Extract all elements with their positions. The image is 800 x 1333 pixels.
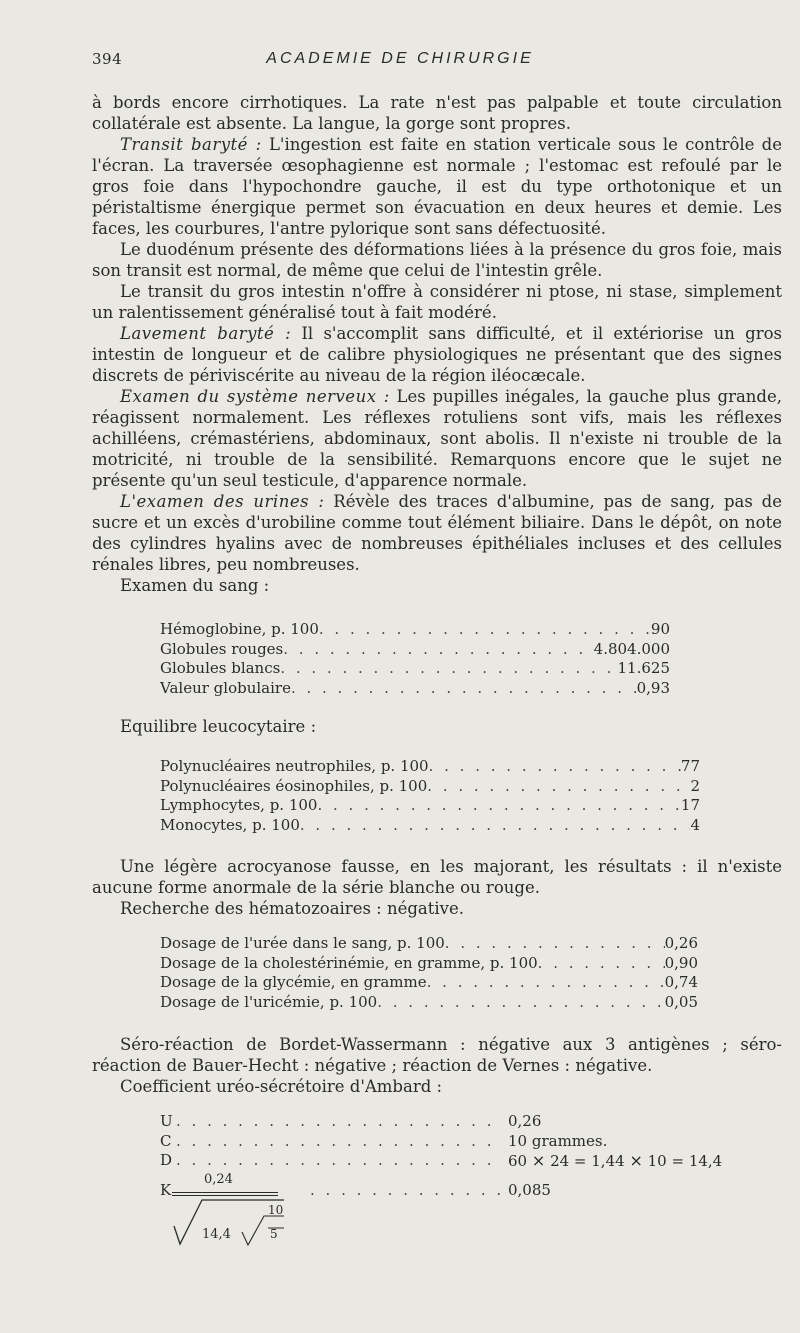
- section-label: Lavement baryté :: [120, 324, 292, 343]
- table-row: Hémoglobine, p. 100 . . . 90: [160, 620, 670, 640]
- table-row: Polynucléaires éosinophiles, p. 100 . . . 2: [160, 777, 700, 797]
- paragraph: à bords encore cirrhotiques. La rate n'est pas palpable et toute circulation collatérale est absente. La langue, la gorge sont propres.: [92, 93, 782, 133]
- paragraph: Séro-réaction de Bordet-Wassermann : négative aux 3 antigènes ; séro-réaction de Bauer-Hecht : négative ; réaction de Vernes : négative.: [92, 1035, 782, 1075]
- formula-row-d: D . . . 60 × 24 = 1,44 × 10 = 14,4: [160, 1151, 780, 1171]
- paragraph: Recherche des hématozoaires : négative.: [120, 899, 465, 918]
- section-label: Transit baryté :: [120, 135, 262, 154]
- blood-table: [160, 620, 670, 698]
- paragraph: L'examen des urines : Révèle des traces d'albumine, pas de sang, pas de sucre et un excès d'urobiline comme tout élément biliaire. Dans le dépôt, on note des cylindres hyalins avec de nombreuses épithéliales incluses et des cellules rénales libres, peu nombreuses.: [92, 492, 782, 574]
- section-label: Examen du système nerveux :: [120, 387, 390, 406]
- fraction-bar: [172, 1192, 278, 1193]
- paragraph: Lavement baryté : Il s'accomplit sans difficulté, et il extériorise un gros intestin de longueur et de calibre physiologiques ne présentant que des signes discrets de périviscérite au niveau de la région iléocæcale.: [92, 324, 782, 385]
- body-text: [92, 92, 782, 596]
- paragraph: Le duodénum présente des déformations liées à la présence du gros foie, mais son transit est normal, de même que celui de l'intestin grêle.: [92, 240, 782, 280]
- table-row: Dosage de la cholestérinémie, en gramme, p. 100 . . . 0,90: [160, 954, 698, 974]
- serology-text: [92, 1034, 782, 1097]
- table-row: Valeur globulaire . . . 0,93: [160, 679, 670, 699]
- formula-row-u: U . . . 0,26: [160, 1112, 780, 1132]
- dosage-table: [160, 934, 698, 1012]
- section-label: L'examen des urines :: [120, 492, 325, 511]
- table-row: Lymphocytes, p. 100 . . . 17: [160, 796, 700, 816]
- results-text: [92, 856, 782, 919]
- table-row: Globules rouges . . . 4.804.000: [160, 640, 670, 660]
- formula-row-c: C . . . 10 grammes.: [160, 1132, 780, 1152]
- running-head: [92, 50, 708, 72]
- leucocyte-table: [160, 757, 700, 835]
- table-row: Dosage de la glycémie, en gramme . . . 0,74: [160, 973, 698, 993]
- paragraph: Le transit du gros intestin n'offre à considérer ni ptose, ni stase, simplement un ralentissement généralisé tout à fait modéré.: [92, 282, 782, 322]
- formula-row-k: K . . . 0,085: [160, 1181, 780, 1201]
- table-row: Polynucléaires neutrophiles, p. 100 . . . 77: [160, 757, 700, 777]
- k-fraction: [160, 1172, 310, 1252]
- paragraph: Examen du sang :: [120, 576, 270, 595]
- table-row: Dosage de l'uricémie, p. 100 . . . 0,05: [160, 993, 698, 1013]
- table-row: Monocytes, p. 100 . . . 4: [160, 816, 700, 836]
- k-inner-numerator: 10: [268, 1203, 284, 1217]
- paragraph: Equilibre leucocytaire :: [120, 717, 317, 736]
- paragraph: Coefficient uréo-sécrétoire d'Ambard :: [120, 1077, 443, 1096]
- page-number: 394: [92, 50, 123, 68]
- table-row: Globules blancs . . . 11.625: [160, 659, 670, 679]
- paragraph: Transit baryté : L'ingestion est faite en station verticale sous le contrôle de l'écran. La traversée œsophagienne est normale ; l'estomac est refoulé par le gros foie dans l'hypochondre gauche, il est du type orthotonique et un péristaltisme énergique permet son évacuation en deux heures et demie. Les faces, les courbures, l'antre pylorique sont sans défectuosité.: [92, 135, 782, 238]
- table-row: Dosage de l'urée dans le sang, p. 100 . . . 0,26: [160, 934, 698, 954]
- paragraph: Examen du système nerveux : Les pupilles inégales, la gauche plus grande, réagissent normalement. Les réflexes rotuliens sont vifs, mais les réflexes achilléens, crémastériens, abdominaux, sont abolis. Il n'existe ni trouble de la motricité, ni trouble de la sensibilité. Remarquons encore que le sujet ne présente qu'un seul testicule, d'apparence normale.: [92, 387, 782, 490]
- k-inner-denominator: 5: [270, 1227, 278, 1241]
- journal-title: ACADEMIE DE CHIRURGIE: [266, 50, 534, 67]
- k-denominator: 14,4: [202, 1227, 231, 1242]
- paragraph: Une légère acrocyanose fausse, en les majorant, les résultats : il n'existe aucune forme anormale de la série blanche ou rouge.: [92, 857, 782, 897]
- k-numerator: 0,24: [204, 1172, 233, 1187]
